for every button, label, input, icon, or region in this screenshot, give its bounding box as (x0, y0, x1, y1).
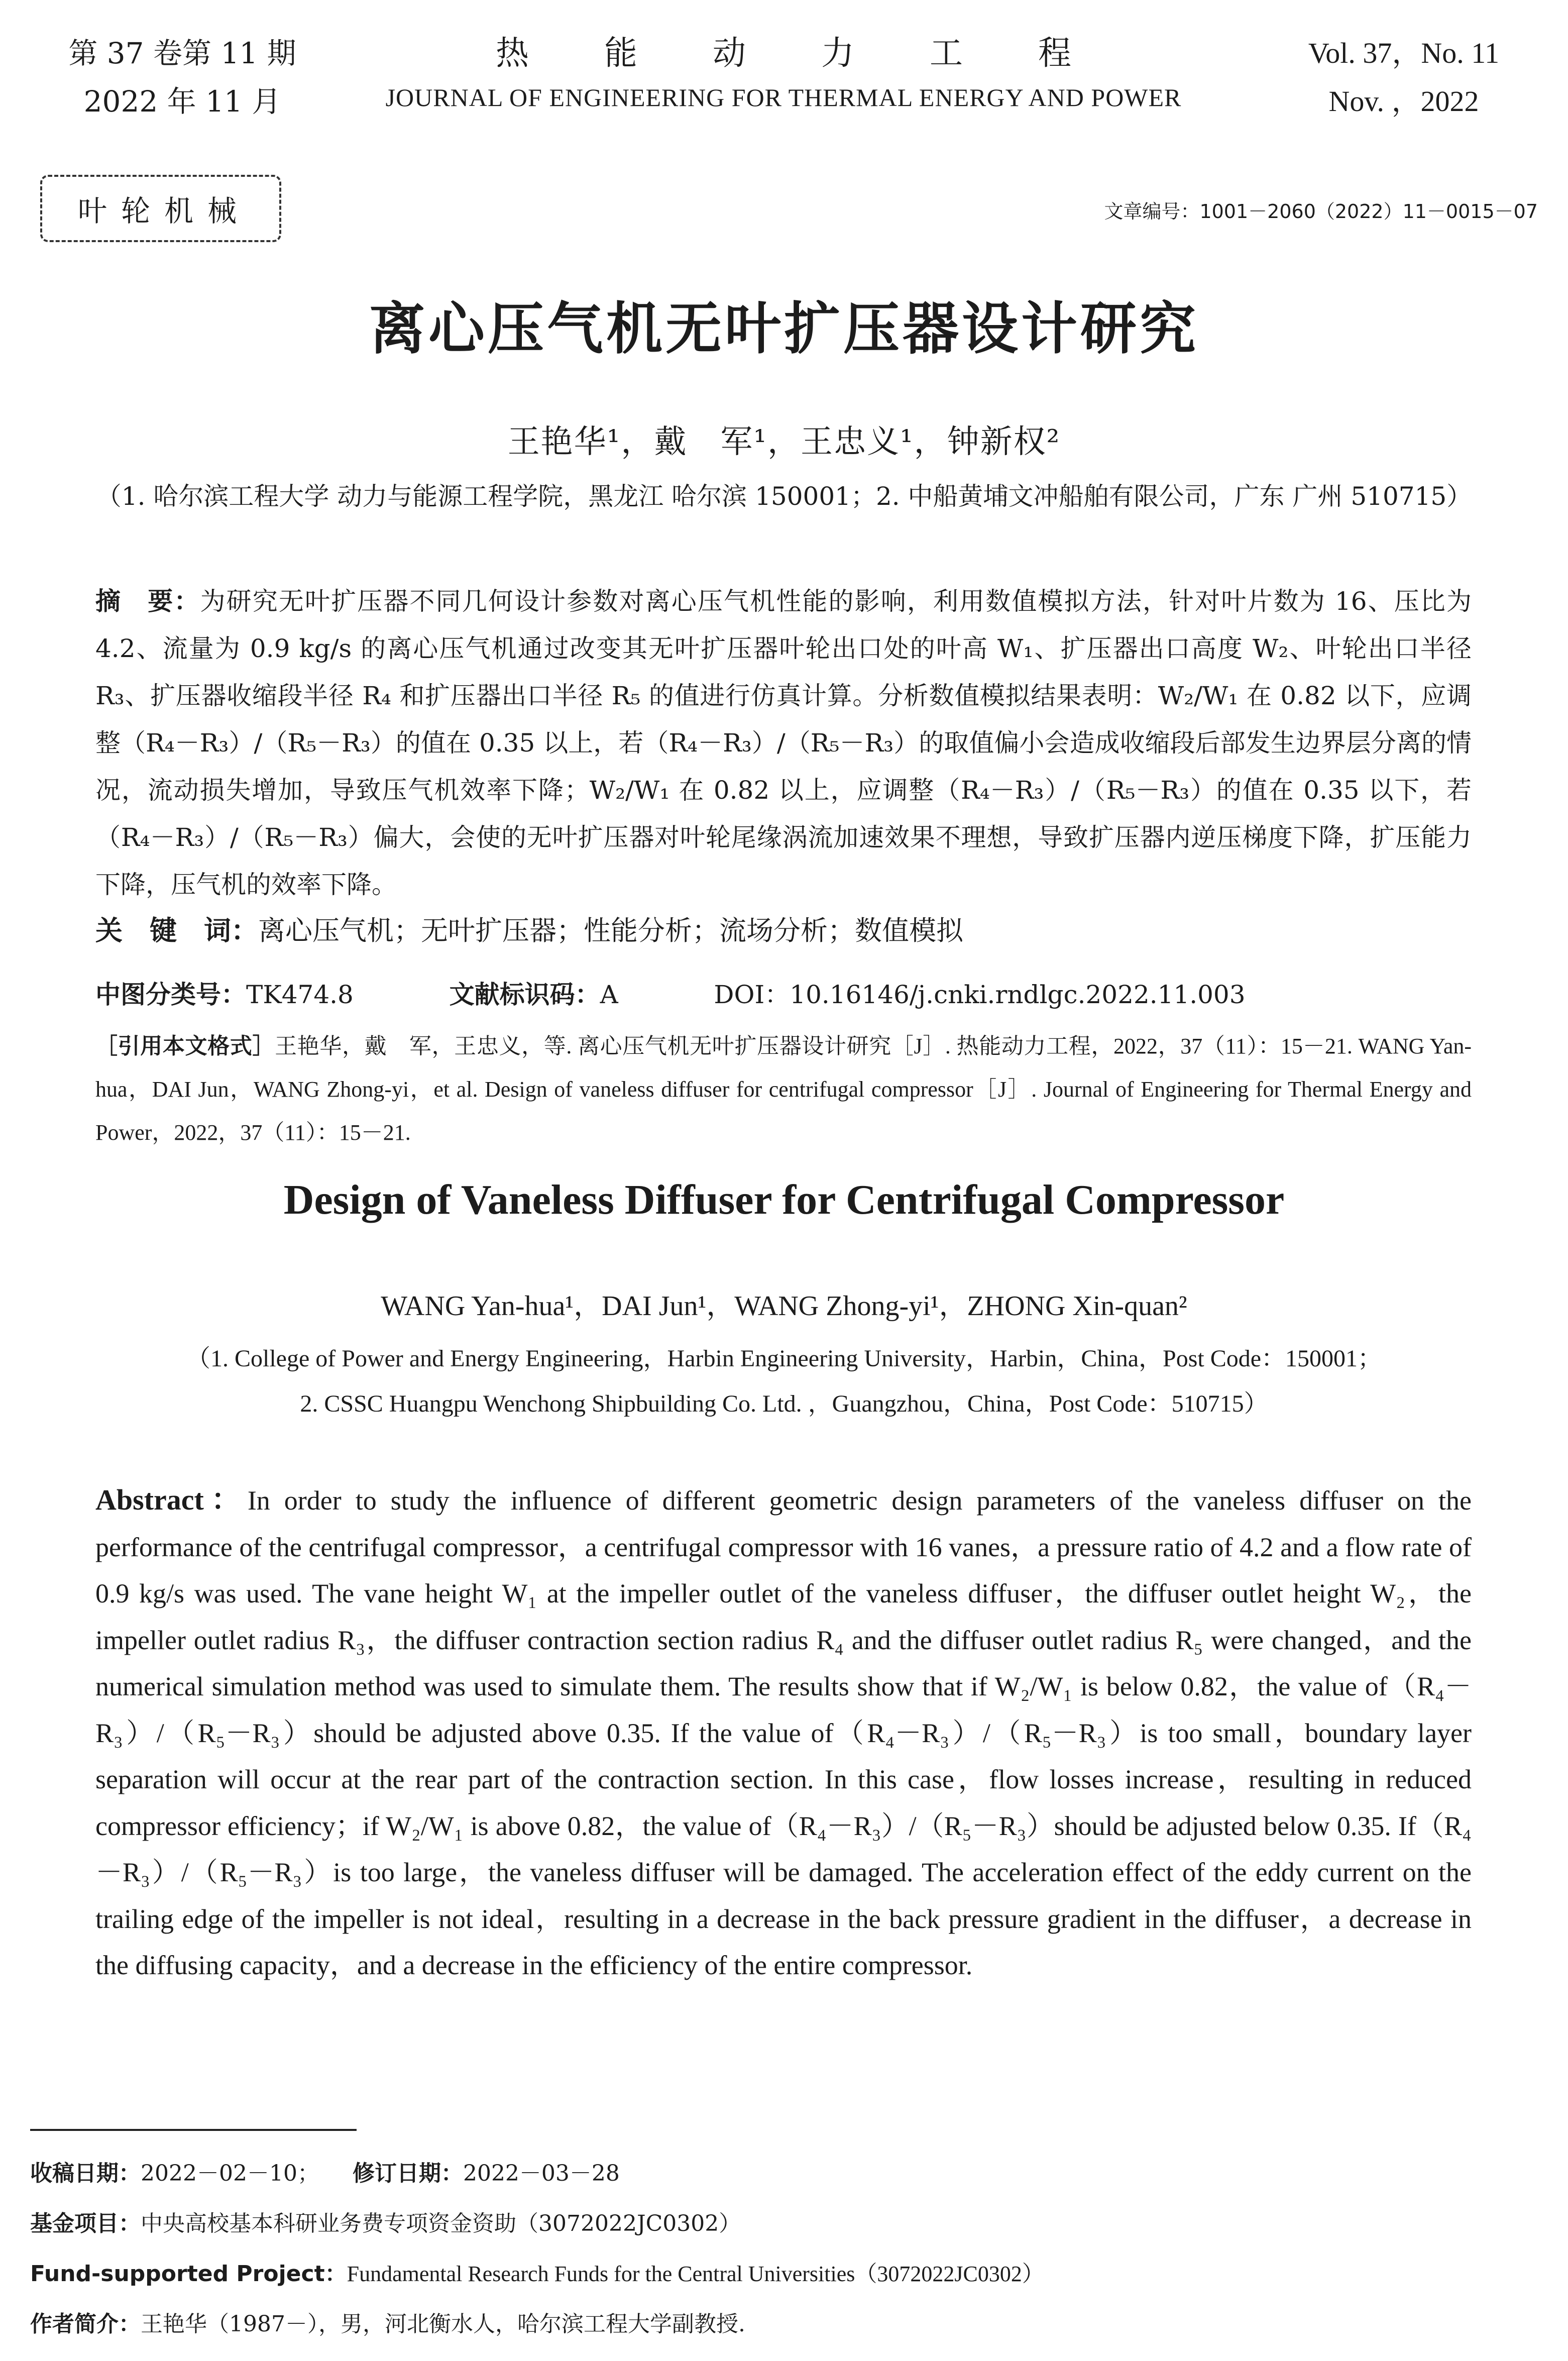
abstract-cn-label: 摘 要： (95, 586, 200, 616)
author-bio-text: 王艳华（1987－），男，河北衡水人，哈尔滨工程大学副教授. (141, 2311, 745, 2337)
issue-date-en: Nov. ，2022 (1328, 85, 1479, 118)
column-badge: 叶轮机械 (40, 175, 281, 242)
footnote-dates (30, 2155, 620, 2187)
citation-label: ［引用本文格式］ (95, 1034, 275, 1058)
issue-info-en (1286, 29, 1522, 126)
issue-volume-en: Vol. 37，No. 11 (1308, 37, 1500, 69)
author-bio-label: 作者简介： (30, 2311, 141, 2337)
clc-value: TK474.8 (246, 980, 354, 1009)
keywords-cn (95, 909, 963, 948)
revised-date: 2022－03－28 (463, 2161, 620, 2186)
issue-info-cn (64, 29, 300, 126)
affiliation-en-2: 2. CSSC Huangpu Wenchong Shipbuilding Co. Ltd. ，Guangzhou，China，Post Code：510715） (300, 1390, 1268, 1417)
footnote-fund-en (30, 2256, 1044, 2288)
issue-date-cn: 2022 年 11 月 (83, 84, 281, 119)
journal-name-cn: 热能动力工程 (496, 34, 1147, 72)
fund-en-label: Fund-supported Project： (30, 2261, 347, 2287)
article-number: 文章编号：1001－2060（2022）11－0015－07 (1104, 200, 1538, 223)
clc-label: 中图分类号： (95, 980, 246, 1009)
classification-line (95, 975, 1246, 1011)
doc-code-value: A (600, 980, 618, 1009)
issue-volume-cn: 第 37 卷第 11 期 (68, 36, 296, 70)
affiliation-cn: （1. 哈尔滨工程大学 动力与能源工程学院，黑龙江 哈尔滨 150001；2. 中船黄埔文冲船舶有限公司，广东 广州 510715） (96, 482, 1472, 511)
fund-cn-text: 中央高校基本科研业务费专项资金资助（3072022JC0302） (141, 2211, 741, 2236)
revised-label: 修订日期： (352, 2161, 463, 2186)
authors-en: WANG Yan-hua¹，DAI Jun¹，WANG Zhong-yi¹，ZHONG Xin-quan² (381, 1291, 1187, 1322)
journal-name (321, 29, 1246, 118)
paper-title-en: Design of Vaneless Diffuser for Centrifugal Compressor (283, 1176, 1285, 1223)
journal-name-en: JOURNAL OF ENGINEERING FOR THERMAL ENERGY AND POWER (385, 83, 1182, 112)
fund-en-text: Fundamental Research Funds for the Central Universities（3072022JC0302） (347, 2262, 1044, 2286)
abstract-cn (95, 578, 1472, 908)
footnote-divider (30, 2129, 357, 2131)
received-date: 2022－02－10； (141, 2161, 308, 2186)
citation-text: 王艳华，戴 军，王忠义，等. 离心压气机无叶扩压器设计研究［J］. 热能动力工程，2022，37（11）：15－21. WANG Yan-hua，DAI Jun，WANG Zhong-yi，et al. Design of vaneless diffuser for centrifugal compressor［J］. Journal of Engineering for Thermal Energy and Power，2022，37（11）：15－21. (95, 1034, 1472, 1145)
doi: DOI：10.16146/j.cnki.rndlgc.2022.11.003 (714, 980, 1246, 1009)
keywords-text: 离心压气机；无叶扩压器；性能分析；流场分析；数值模拟 (258, 915, 963, 946)
citation-format (95, 1025, 1472, 1154)
footnote-author-bio (30, 2306, 745, 2338)
doc-code-label: 文献标识码： (449, 980, 600, 1009)
paper-title-cn: 离心压气机无叶扩压器设计研究 (369, 296, 1199, 362)
keywords-label: 关 键 词： (95, 914, 258, 946)
fund-cn-label: 基金项目： (30, 2211, 141, 2236)
affiliation-en-1: （1. College of Power and Energy Engineering，Harbin Engineering University，Harbin，China，Post Code：150001； (186, 1345, 1382, 1372)
authors-cn: 王艳华¹，戴 军¹，王忠义¹，钟新权² (507, 423, 1061, 461)
abstract-en-label: Abstract： (95, 1483, 248, 1516)
received-label: 收稿日期： (30, 2161, 141, 2186)
footnote-fund-cn (30, 2205, 741, 2237)
abstract-cn-text: 为研究无叶扩压器不同几何设计参数对离心压气机性能的影响，利用数值模拟方法，针对叶片数为 16、压比为 4.2、流量为 0.9 kg/s 的离心压气机通过改变其无叶扩压器叶轮出口处的叶高 W₁、扩压器出口高度 W₂、叶轮出口半径 R₃、扩压器收缩段半径 R₄ 和扩压器出口半径 R₅ 的值进行仿真计算。分析数值模拟结果表明：W₂/W₁ 在 0.82 以下，应调整（R₄－R₃）/（R₅－R₃）的值在 0.35 以上，若（R₄－R₃）/（R₅－R₃）的取值偏小会造成收缩段后部发生边界层分离的情况，流动损失增加，导致压气机效率下降；W₂/W₁ 在 0.82 以上，应调整（R₄－R₃）/（R₅－R₃）的值在 0.35 以下，若（R₄－R₃）/（R₅－R₃）偏大，会使的无叶扩压器对叶轮尾缘涡流加速效果不理想，导致扩压器内逆压梯度下降，扩压能力下降，压气机的效率下降。 (95, 587, 1472, 899)
abstract-en-text: In order to study the influence of different geometric design parameters of the vaneless diffuser on the performance of the centrifugal compressor，a centrifugal compressor with 16 vanes，a pressure ratio of 4.2 and a flow rate of 0.9 kg/s was used. The vane height W₁ at the impeller outlet of the vaneless diffuser，the diffuser outlet height W₂，the impeller outlet radius R₃，the diffuser contraction section radius R₄ and the diffuser outlet radius R₅ were changed，and the numerical simulation method was used to simulate them. The results show that if W₂/W₁ is below 0.82，the value of（R₄－R₃）/（R₅－R₃）should be adjusted above 0.35. If the value of（R₄－R₃）/（R₅－R₃）is too small，boundary layer separation will occur at the rear part of the contraction section. In this case，flow losses increase，resulting in reduced compressor efficiency；if W₂/W₁ is above 0.82，the value of（R₄－R₃）/（R₅－R₃）should be adjusted below 0.35. If（R₄－R₃）/（R₅－R₃）is too large，the vaneless diffuser will be damaged. The acceleration effect of the eddy current on the trailing edge of the impeller is not ideal，resulting in a decrease in the back pressure gradient in the diffuser，a decrease in the diffusing capacity，and a decrease in the efficiency of the entire compressor. (95, 1485, 1472, 1980)
abstract-en (95, 1477, 1472, 1989)
